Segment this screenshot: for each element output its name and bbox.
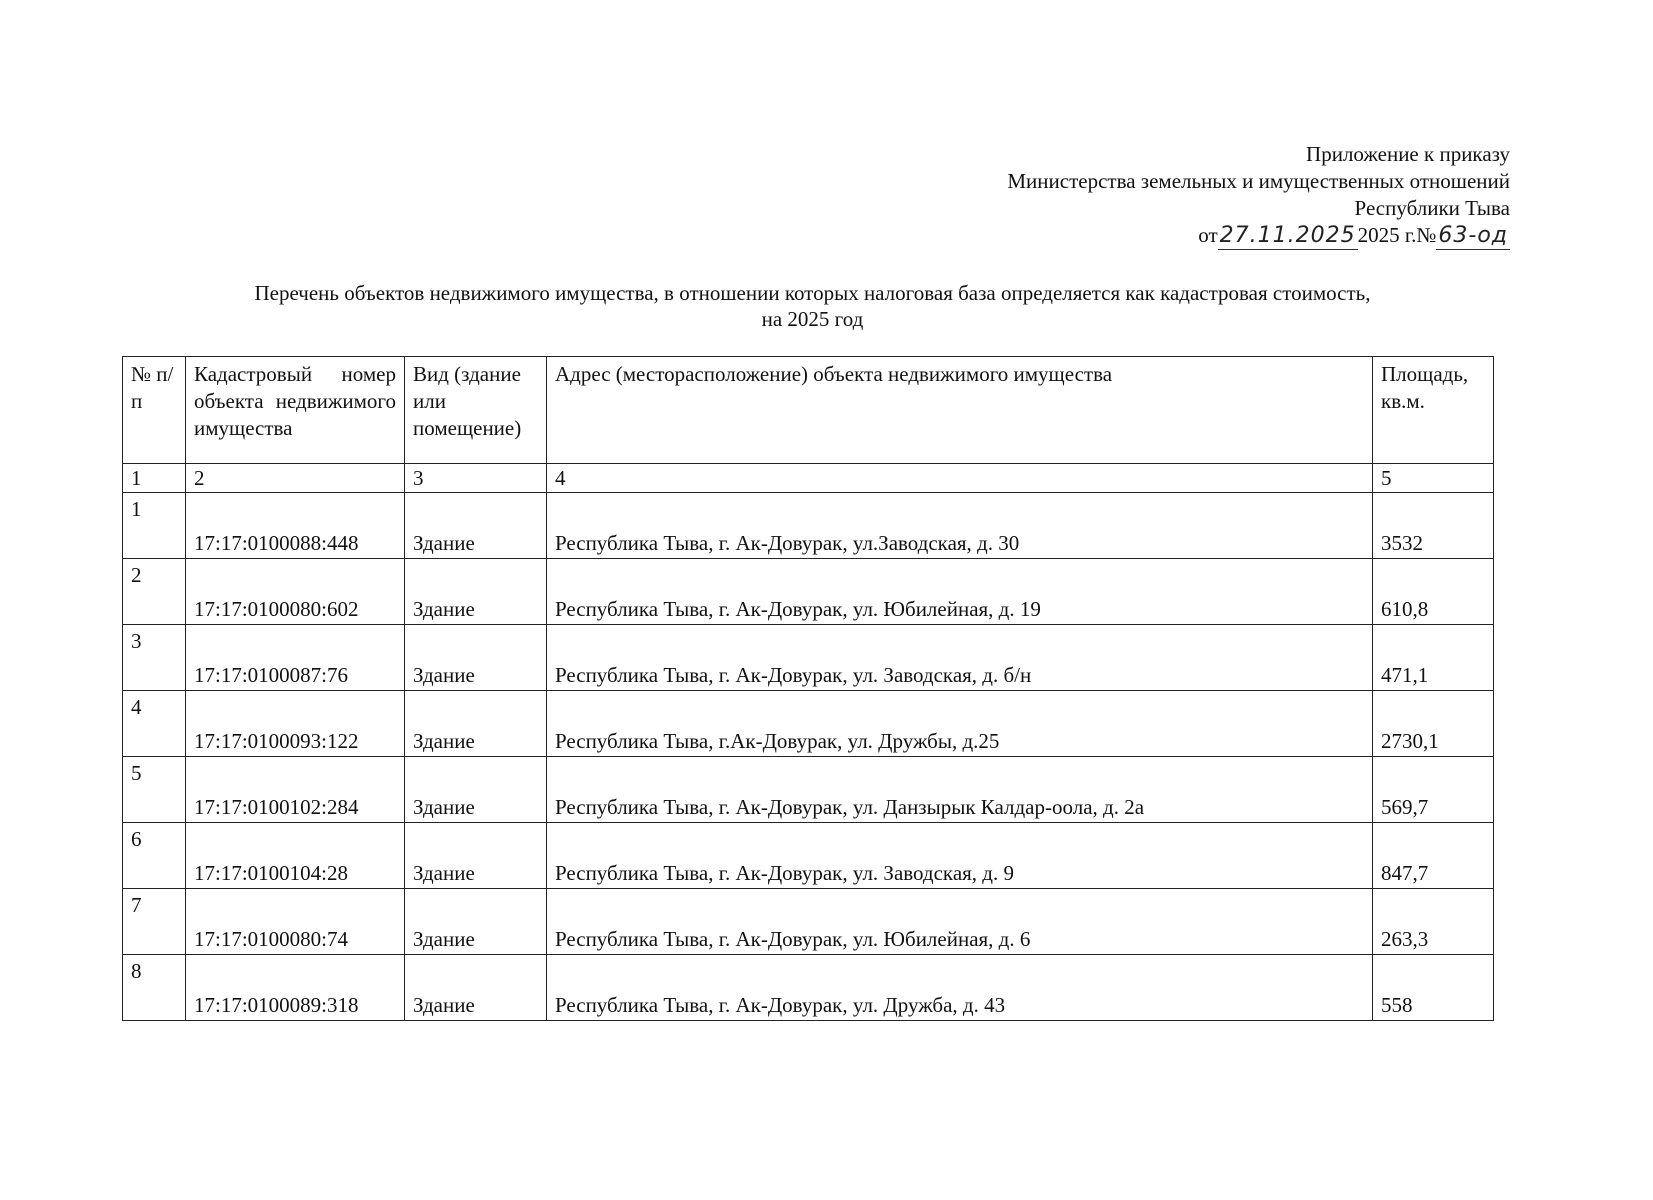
header-object-type: Вид (здание или помещение) — [405, 357, 547, 464]
appendix-line-3: Республики Тыва — [1354, 196, 1510, 220]
handwritten-date: 27.11.2025 — [1219, 223, 1356, 248]
area-cell: 558 — [1373, 955, 1494, 1021]
cadastral-number-cell: 17:17:0100088:448 — [186, 493, 405, 559]
document-title-line-2: на 2025 год — [761, 307, 864, 331]
address-cell: Республика Тыва, г. Ак-Довурак, ул. Заводская, д. б/н — [547, 625, 1373, 691]
table-row — [123, 757, 1494, 823]
header-cadastral-number: Кадастровый номер объекта недвижимого имущества — [186, 357, 405, 464]
cadastral-number-cell: 17:17:0100102:284 — [186, 757, 405, 823]
document-title-line-1: Перечень объектов недвижимого имущества, в отношении которых налоговая база определяется как кадастровая стоимость, — [254, 281, 1371, 305]
appendix-block — [1007, 141, 1510, 250]
table-header-row — [123, 357, 1494, 464]
row-number: 1 — [123, 493, 186, 559]
area-cell: 569,7 — [1373, 757, 1494, 823]
table-row — [123, 625, 1494, 691]
cadastral-number-cell: 17:17:0100104:28 — [186, 823, 405, 889]
address-cell: Республика Тыва, г. Ак-Довурак, ул. Данзырык Калдар-оола, д. 2а — [547, 757, 1373, 823]
row-number: 8 — [123, 955, 186, 1021]
address-cell: Республика Тыва, г. Ак-Довурак, ул. Юбилейная, д. 6 — [547, 889, 1373, 955]
row-number: 7 — [123, 889, 186, 955]
cadastral-number-cell: 17:17:0100087:76 — [186, 625, 405, 691]
area-cell: 847,7 — [1373, 823, 1494, 889]
date-prefix: от — [1198, 223, 1218, 247]
address-cell: Республика Тыва, г. Ак-Довурак, ул. Заводская, д. 9 — [547, 823, 1373, 889]
row-number: 5 — [123, 757, 186, 823]
table-row — [123, 889, 1494, 955]
table-row — [123, 955, 1494, 1021]
header-num: № п/п — [123, 357, 186, 464]
appendix-line-2: Министерства земельных и имущественных отношений — [1007, 169, 1510, 193]
cadastral-number-cell: 17:17:0100080:602 — [186, 559, 405, 625]
object-type-cell: Здание — [405, 955, 547, 1021]
table-row — [123, 493, 1494, 559]
column-number: 3 — [405, 464, 547, 493]
table-row — [123, 559, 1494, 625]
area-cell: 610,8 — [1373, 559, 1494, 625]
date-suffix: 2025 г.№ — [1357, 223, 1437, 247]
header-area: Площадь, кв.м. — [1373, 357, 1494, 464]
area-cell: 263,3 — [1373, 889, 1494, 955]
document-title — [120, 280, 1505, 332]
address-cell: Республика Тыва, г. Ак-Довурак, ул. Дружба, д. 43 — [547, 955, 1373, 1021]
object-type-cell: Здание — [405, 691, 547, 757]
appendix-line-1: Приложение к приказу — [1306, 142, 1510, 166]
header-address: Адрес (месторасположение) объекта недвижимого имущества — [547, 357, 1373, 464]
object-type-cell: Здание — [405, 493, 547, 559]
table-row — [123, 691, 1494, 757]
column-numbers-row — [123, 464, 1494, 493]
column-number: 1 — [123, 464, 186, 493]
object-type-cell: Здание — [405, 559, 547, 625]
address-cell: Республика Тыва, г.Ак-Довурак, ул. Дружбы, д.25 — [547, 691, 1373, 757]
row-number: 4 — [123, 691, 186, 757]
column-number: 4 — [547, 464, 1373, 493]
object-type-cell: Здание — [405, 823, 547, 889]
table-row — [123, 823, 1494, 889]
object-type-cell: Здание — [405, 889, 547, 955]
column-number: 2 — [186, 464, 405, 493]
address-cell: Республика Тыва, г. Ак-Довурак, ул.Заводская, д. 30 — [547, 493, 1373, 559]
area-cell: 3532 — [1373, 493, 1494, 559]
cadastral-number-cell: 17:17:0100093:122 — [186, 691, 405, 757]
object-type-cell: Здание — [405, 625, 547, 691]
row-number: 3 — [123, 625, 186, 691]
property-table — [122, 356, 1494, 1021]
area-cell: 2730,1 — [1373, 691, 1494, 757]
cadastral-number-cell: 17:17:0100080:74 — [186, 889, 405, 955]
column-number: 5 — [1373, 464, 1494, 493]
area-cell: 471,1 — [1373, 625, 1494, 691]
object-type-cell: Здание — [405, 757, 547, 823]
row-number: 2 — [123, 559, 186, 625]
handwritten-order-number: 63-од — [1438, 223, 1508, 248]
row-number: 6 — [123, 823, 186, 889]
address-cell: Республика Тыва, г. Ак-Довурак, ул. Юбилейная, д. 19 — [547, 559, 1373, 625]
cadastral-number-cell: 17:17:0100089:318 — [186, 955, 405, 1021]
order-date-line — [1007, 222, 1510, 250]
